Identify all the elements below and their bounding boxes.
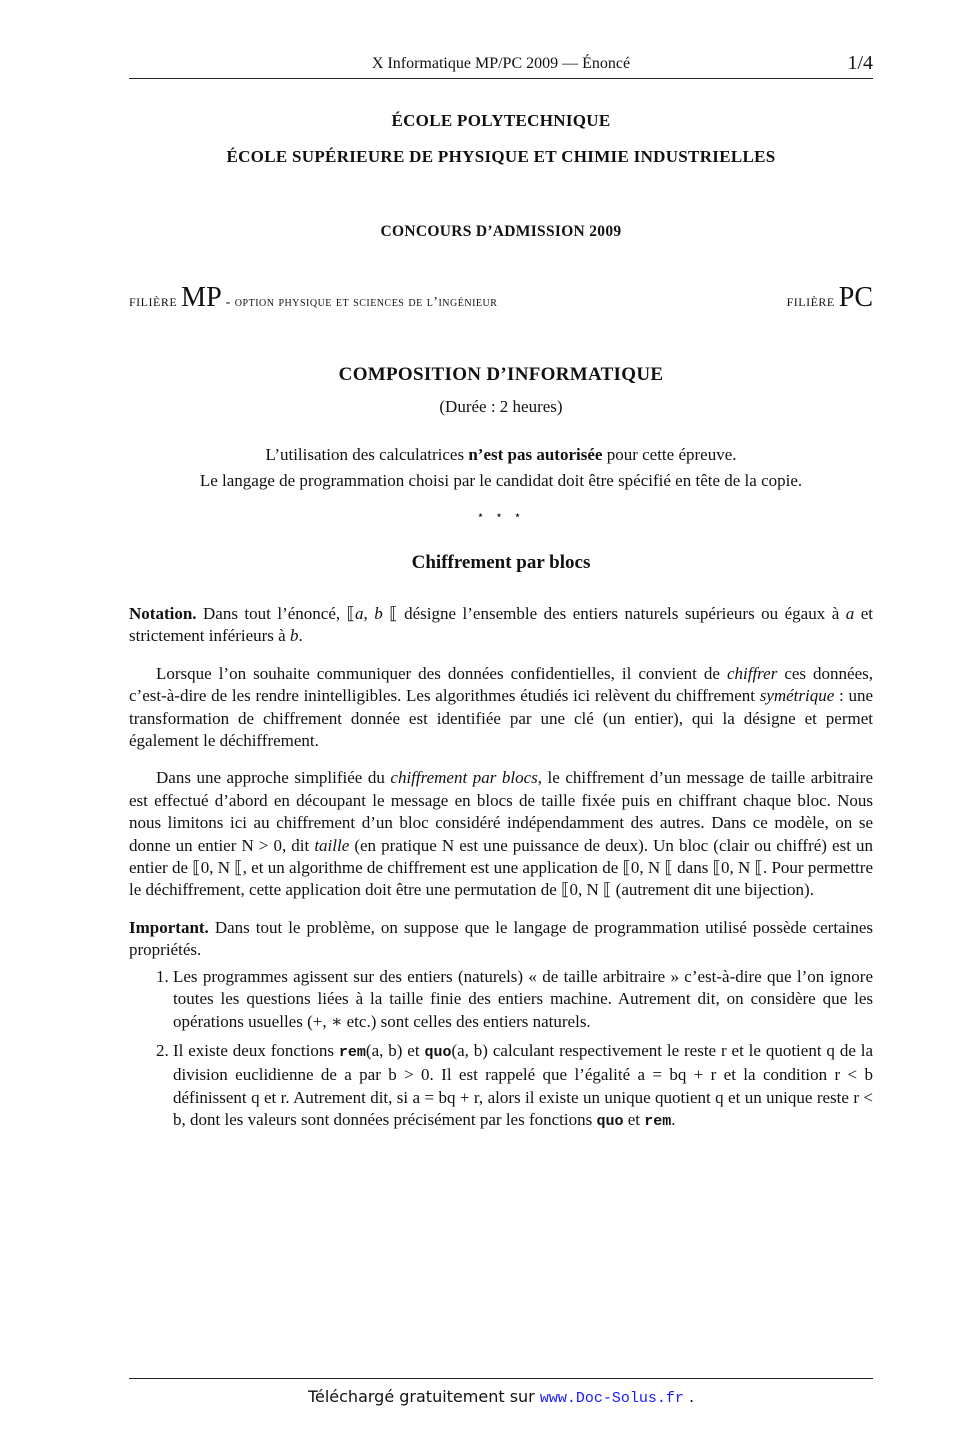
- paragraph-blocs: [129, 767, 873, 901]
- stars-separator: ⋆ ⋆ ⋆: [476, 508, 526, 522]
- filiere-pc-prefix: filière: [786, 291, 835, 310]
- para-text: ces données, c’est-à-dire de les rendre inintelligibles. Les algorithmes étudiés ici relèvent du chiffrement: [129, 663, 874, 706]
- calculator-rule: [129, 442, 873, 468]
- list-item-text: Les programmes agissent sur des entiers (naturels) « de taille arbitraire » c’est-à-dire que l’on ignore toutes les questions liées à la taille finie des entiers machine. Autrement dit, on considère que les opérations usuelles (+, ∗ etc.) sont celles des entiers naturels.: [173, 966, 873, 1031]
- filiere-pc: [787, 282, 873, 314]
- para-text: , le chiffrement d’un message de taille arbitraire est effectué d’abord en découpant le message en blocs de taille fixée puis en chiffrant chaque bloc. Nous nous limitons ici au chiffrement d’un bloc considéré indépendamment des autres. Dans ce modèle, on se donne un entier N > 0, dit: [129, 768, 874, 855]
- filiere-mp-option: - option physique et sciences de l’ingénieur: [225, 295, 498, 310]
- para-text: Dans une approche simplifiée du: [156, 768, 391, 788]
- filiere-mp-prefix: filière: [129, 291, 178, 310]
- code-rem: rem: [644, 1113, 672, 1131]
- properties-list: [129, 966, 873, 1134]
- section-title: Chiffrement par blocs: [411, 552, 591, 573]
- var-b: b: [289, 626, 299, 646]
- para-text: (en pratique N est une puissance de deux). Un bloc (clair ou chiffré) est un entier de ⟦0, N ⟦, et un algorithme de chiffrement est une application de ⟦0, N ⟦ dans ⟦0, N ⟦. Pour permettre le déchiffrement, cette application doit être une permutation de ⟦0, N ⟦ (autrement dit une bijection).: [129, 835, 873, 900]
- para-text: : une transformation de chiffrement donnée est identifiée par une clé (un entier), qui la désigne et permet également le déchiffrement.: [129, 686, 873, 751]
- code-quo: quo: [596, 1113, 624, 1131]
- var-b: b: [374, 604, 383, 623]
- notation-label: Notation.: [129, 604, 197, 623]
- list-item: [173, 1040, 873, 1134]
- para-text: Lorsque l’on souhaite communiquer des données confidentielles, il convient de: [156, 663, 727, 683]
- notation-comma: ,: [363, 604, 375, 623]
- list-item-text: .: [671, 1110, 676, 1130]
- filiere-mp: [129, 282, 497, 314]
- notation-text: Dans tout l’énoncé, ⟦: [196, 604, 356, 623]
- footer-text: [129, 1387, 873, 1407]
- var-a: a: [355, 604, 364, 623]
- notation-text: ⟦ désigne l’ensemble des entiers naturels supérieurs ou égaux à: [382, 604, 846, 623]
- composition-title: COMPOSITION D’INFORMATIQUE: [338, 364, 664, 385]
- body-text: [129, 603, 873, 1141]
- filiere-pc-name: PC: [838, 282, 873, 313]
- filiere-line: [129, 278, 873, 314]
- language-rule: Le langage de programmation choisi par le candidat doit être spécifié en tête de la copie.: [199, 471, 803, 490]
- school-line-1: ÉCOLE POLYTECHNIQUE: [391, 111, 611, 130]
- list-item-text: et: [623, 1110, 645, 1130]
- page-number: 1/4: [847, 52, 873, 74]
- calc-text-post: pour cette épreuve.: [602, 445, 737, 464]
- notation-text: .: [298, 626, 303, 646]
- emphasis: chiffrement par blocs: [390, 768, 538, 788]
- notation-text: et strictement inférieurs à: [129, 604, 873, 646]
- footer-end: .: [683, 1387, 695, 1406]
- running-title: X Informatique MP/PC 2009 — Énoncé: [371, 55, 631, 72]
- running-header: [129, 52, 873, 79]
- important-paragraph: [129, 917, 873, 962]
- filiere-mp-name: MP: [181, 282, 222, 313]
- emphasis: chiffrer: [726, 663, 778, 683]
- duration: (Durée : 2 heures): [439, 397, 563, 416]
- list-item-text: Il existe deux fonctions: [173, 1040, 339, 1060]
- important-label: Important.: [129, 917, 209, 937]
- list-item-text: (a, b) calculant respectivement le reste r et le quotient q de la division euclidienne de a par b > 0. Il est rappelé que l’égalité a = bq + r et la condition r < b définissent q et r. Autrement dit, si a = bq + r, alors il existe un unique quotient q et un unique reste r < b, dont les valeurs sont données précisément par les fonctions: [173, 1040, 874, 1130]
- footer-link[interactable]: www.Doc-Solus.fr: [539, 1390, 684, 1407]
- footer-label: Téléchargé gratuitement sur: [307, 1387, 540, 1406]
- calc-text-bold: n’est pas autorisée: [468, 445, 603, 464]
- calc-text-pre: L’utilisation des calculatrices: [265, 445, 469, 464]
- emphasis: symétrique: [759, 686, 835, 706]
- var-a: a: [845, 604, 855, 623]
- paragraph-chiffrer: [129, 663, 873, 753]
- important-text: Dans tout le problème, on suppose que le langage de programmation utilisé possède certaines propriétés.: [129, 917, 873, 960]
- emphasis: taille: [314, 835, 350, 855]
- instructions: [129, 442, 873, 494]
- list-item: [173, 966, 873, 1033]
- code-quo: quo: [424, 1043, 452, 1061]
- list-item-text: (a, b) et: [365, 1040, 425, 1060]
- notation-paragraph: [129, 603, 873, 648]
- school-line-2: ÉCOLE SUPÉRIEURE DE PHYSIQUE ET CHIMIE INDUSTRIELLES: [226, 147, 776, 166]
- code-rem: rem: [338, 1043, 366, 1061]
- footer: [129, 1378, 873, 1407]
- concours-title: CONCOURS D’ADMISSION 2009: [380, 223, 622, 240]
